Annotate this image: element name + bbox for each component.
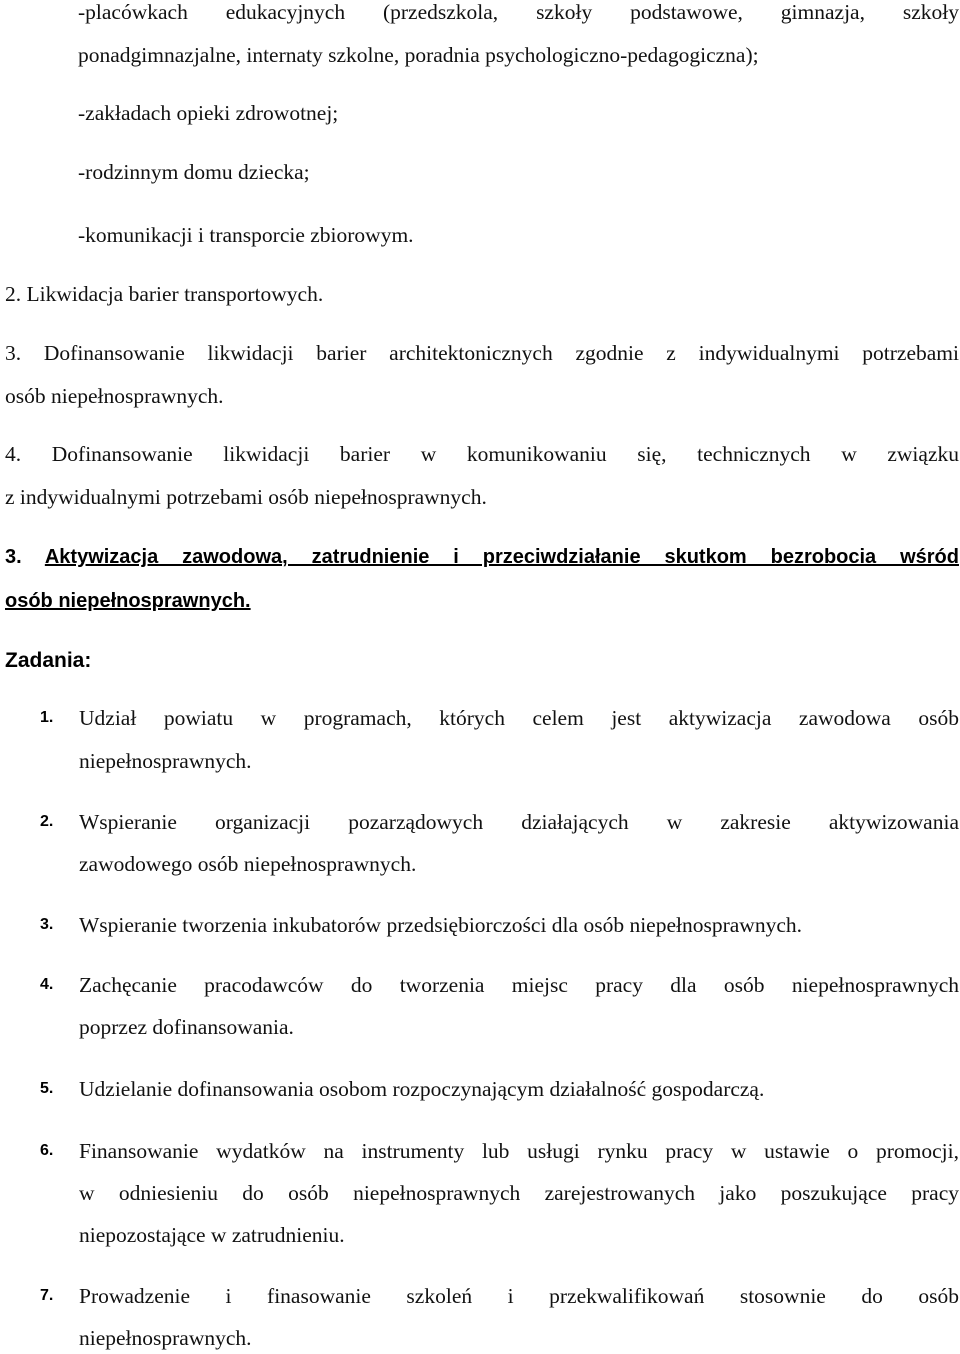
task-text-line-1: Prowadzenie i finasowanie szkoleń i przekwalifikowań stosownie do osób <box>79 1284 959 1308</box>
task-text-line-2: niepełnosprawnych. <box>79 1326 252 1350</box>
task-text-line-3: niepozostające w zatrudnieniu. <box>79 1223 345 1247</box>
task-text-line-1: Wspieranie organizacji pozarządowych działających w zakresie aktywizowania <box>79 810 959 834</box>
item-2: 2. Likwidacja barier transportowych. <box>5 282 324 306</box>
task-text-line-1: Udzielanie dofinansowania osobom rozpoczynającym działalność gospodarczą. <box>79 1077 765 1101</box>
task-text-line-2: niepełnosprawnych. <box>79 749 252 773</box>
task-text-line-2: poprzez dofinansowania. <box>79 1015 294 1039</box>
intro-line-2: ponadgimnazjalne, internaty szkolne, poradnia psychologiczno-pedagogiczna); <box>78 43 759 67</box>
task-number: 2. <box>40 813 54 830</box>
section-heading-line-2 <box>5 589 251 613</box>
task-text-line-2: zawodowego osób niepełnosprawnych. <box>79 852 417 876</box>
item-3-line-1: 3. Dofinansowanie likwidacji barier architektonicznych zgodnie z indywidualnymi potrzebami <box>5 341 959 365</box>
task-item <box>79 809 959 877</box>
intro-line-4: -rodzinnym domu dziecka; <box>78 160 310 184</box>
intro-line-5: -komunikacji i transporcie zbiorowym. <box>78 223 414 247</box>
task-number: 1. <box>40 709 54 726</box>
task-text-line-1: Wspieranie tworzenia inkubatorów przedsiębiorczości dla osób niepełnosprawnych. <box>79 913 802 937</box>
task-item <box>79 1076 959 1102</box>
section-heading-line-1 <box>5 545 959 569</box>
task-number: 5. <box>40 1080 54 1097</box>
tasks-heading: Zadania: <box>5 649 92 672</box>
task-number: 3. <box>40 916 54 933</box>
task-text-line-1: Finansowanie wydatków na instrumenty lub usługi rynku pracy w ustawie o promocji, <box>79 1139 959 1163</box>
task-text-line-1: Udział powiatu w programach, których celem jest aktywizacja zawodowa osób <box>79 706 959 730</box>
intro-line-1: -placówkach edukacyjnych (przedszkola, szkoły podstawowe, gimnazja, szkoły <box>78 0 959 24</box>
task-item <box>79 912 959 938</box>
section-number: 3. <box>5 546 22 568</box>
section-title-line-1: Aktywizacja zawodowa, zatrudnienie i przeciwdziałanie skutkom bezrobocia wśród <box>44 546 959 568</box>
task-item <box>79 972 959 1040</box>
item-4-line-1: 4. Dofinansowanie likwidacji barier w komunikowaniu się, technicznych w związku <box>5 442 959 466</box>
task-item <box>79 1138 959 1248</box>
task-number: 4. <box>40 976 54 993</box>
item-3-line-2: osób niepełnosprawnych. <box>5 384 224 408</box>
task-number: 7. <box>40 1287 54 1304</box>
task-text-line-2: w odniesieniu do osób niepełnosprawnych zarejestrowanych jako poszukujące pracy <box>79 1181 959 1205</box>
item-4-line-2: z indywidualnymi potrzebami osób niepełnosprawnych. <box>5 485 487 509</box>
section-title-line-2: osób niepełnosprawnych. <box>5 590 251 612</box>
task-text-line-1: Zachęcanie pracodawców do tworzenia miejsc pracy dla osób niepełnosprawnych <box>79 973 959 997</box>
task-number: 6. <box>40 1142 54 1159</box>
intro-line-3: -zakładach opieki zdrowotnej; <box>78 101 339 125</box>
task-item <box>79 1283 959 1351</box>
task-item <box>79 705 959 774</box>
